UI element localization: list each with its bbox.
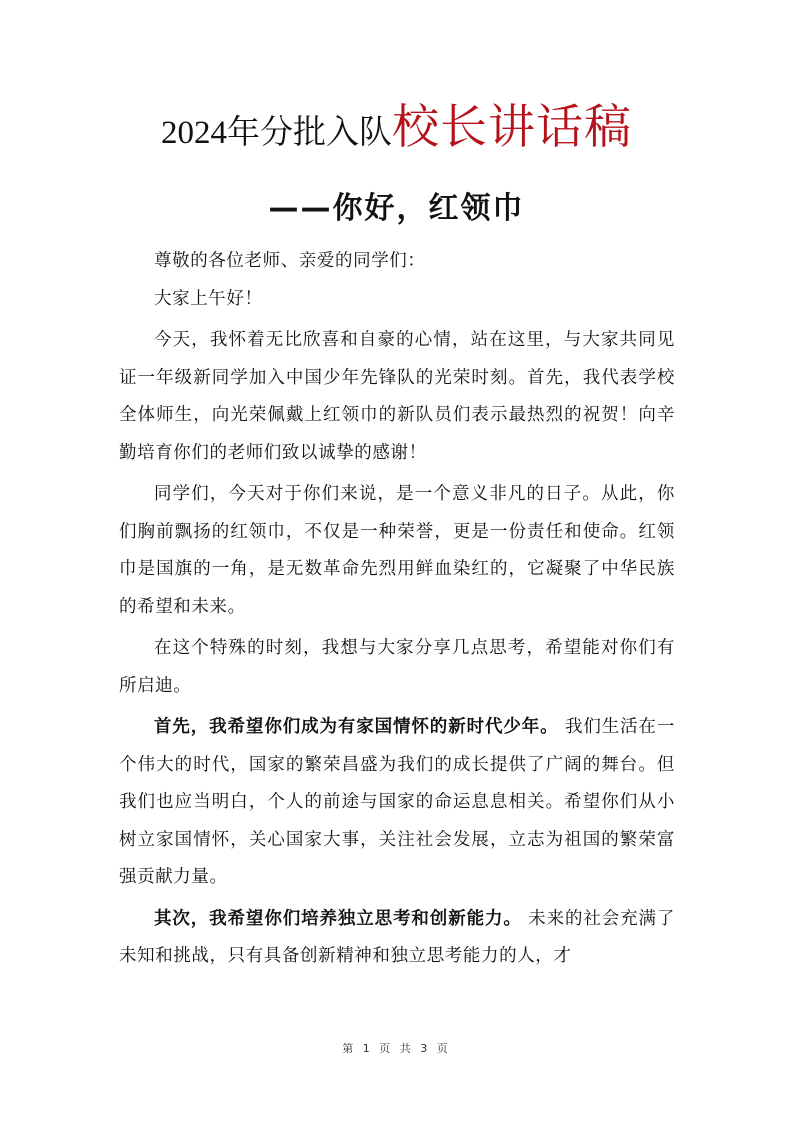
page-title <box>0 98 793 168</box>
paragraph-thoughts: 在这个特殊的时刻，我想与大家分享几点思考，希望能对你们有所启迪。 <box>119 638 675 696</box>
paragraph-greeting: 尊敬的各位老师、亲爱的同学们： <box>154 251 426 271</box>
title-prefix: 2024年分批入队 <box>161 115 392 151</box>
paragraph-point-2: 其次，我希望你们培养独立思考和创新能力。 未来的社会充满了未知和挑战，只有具备创新精神和独立思考能力的人，才 <box>119 908 676 966</box>
paragraph-opening: 今天，我怀着无比欣喜和自豪的心情，站在这里，与大家共同见证一年级新同学加入中国少年先锋队的光荣时刻。首先，我代表学校全体师生，向光荣佩戴上红领巾的新队员们表示最热烈的祝贺！向辛勤培育你们的老师们致以诚挚的感谢！ <box>119 330 675 463</box>
point-1-heading: 首先，我希望你们成为有家国情怀的新时代少年。 <box>154 717 559 737</box>
paragraph-meaning: 同学们，今天对于你们来说，是一个意义非凡的日子。从此，你们胸前飘扬的红领巾，不仅是一种荣誉，更是一份责任和使命。红领巾是国旗的一角，是无数革命先烈用鲜血染红的，它凝聚了中华民族的希望和未来。 <box>119 484 675 617</box>
page-number-footer: 第 1 页 共 3 页 <box>342 1042 451 1055</box>
paragraph-point-1: 首先，我希望你们成为有家国情怀的新时代少年。 我们生活在一个伟大的时代，国家的繁荣昌盛为我们的成长提供了广阔的舞台。但我们也应当明白，个人的前途与国家的命运息息相关。希望你们从小树立家国情怀，关心国家大事，关注社会发展，立志为祖国的繁荣富强贡献力量。 <box>119 717 675 887</box>
title-highlight: 校长讲话稿 <box>392 100 632 155</box>
point-2-heading: 其次，我希望你们培养独立思考和创新能力。 <box>154 908 522 929</box>
paragraph-salutation: 大家上午好！ <box>154 288 263 309</box>
speech-body <box>119 243 675 976</box>
page-subtitle: ——你好，红领巾 <box>268 191 525 226</box>
